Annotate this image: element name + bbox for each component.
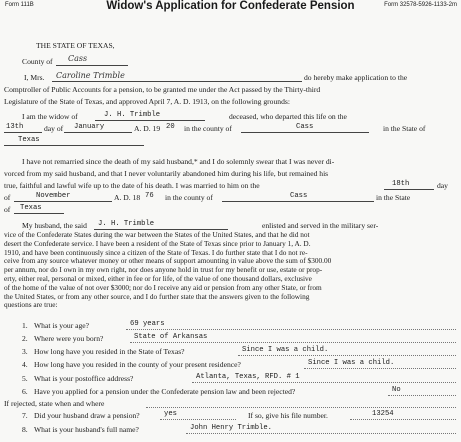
form-code: Form 32578-5926-1133-2m <box>384 2 457 8</box>
county-underline <box>56 65 128 66</box>
answer-line <box>146 407 456 408</box>
answer-text: No <box>392 386 401 394</box>
married-year: 76 <box>145 192 154 200</box>
applicant-underline <box>52 81 302 82</box>
question-number: 6. <box>22 387 28 396</box>
death-state-underline <box>4 145 144 146</box>
married-of-label: of <box>4 193 11 202</box>
question-text: Have you applied for a pension under the Confederate pension law and been rejected? <box>34 387 296 396</box>
service-line: the United States, or from any other source, and I do further state that the answers given to the following <box>4 291 310 301</box>
widow-husband-name: J. H. Trimble <box>104 111 161 119</box>
married-county-underline <box>222 201 374 202</box>
file-number-line <box>350 419 456 420</box>
answer-text: State of Arkansas <box>134 333 208 341</box>
applicant-name: Caroline Trimble <box>56 71 125 80</box>
question-text: Did your husband draw a pension? <box>34 411 140 420</box>
question-text: If rejected, state when and where <box>4 399 105 408</box>
question-number: 3. <box>22 347 28 356</box>
death-state: Texas <box>18 136 40 144</box>
married-county: Cass <box>290 192 308 200</box>
applicant-line3: Legislature of the State of Texas, and approved April 7, A. D. 1913, on the following grounds: <box>4 97 290 106</box>
service-line: questions are true: <box>4 300 58 310</box>
answer-line <box>160 419 236 420</box>
married-day-underline <box>384 189 434 190</box>
file-number-label: If so, give his file number. <box>248 411 328 420</box>
question-number: 1. <box>22 321 28 330</box>
service-line: per annum, nor do I own in my own right, nor does anyone hold in trust for my benefit or use, estate or prop- <box>4 265 323 275</box>
death-year-prefix: A. D. 19 <box>134 124 161 133</box>
married-day-label: day <box>437 181 448 190</box>
service-lead: My husband, the said <box>22 221 87 230</box>
answer-text: John Henry Trimble. <box>190 424 272 432</box>
husband-underline <box>95 120 205 121</box>
question-number: 5. <box>22 374 28 383</box>
state-label: THE STATE OF TEXAS, <box>36 41 115 50</box>
applicant-prefix: I, Mrs. <box>24 73 45 82</box>
answer-line <box>304 368 456 369</box>
death-county-underline <box>241 132 369 133</box>
question-number: 4. <box>22 360 28 369</box>
death-month: January <box>74 123 105 131</box>
service-line: vice of the Confederate States during the war between the States of the United States, and that he did not <box>4 230 310 239</box>
married-month-underline <box>14 201 112 202</box>
answer-line <box>126 329 456 330</box>
married-day: 18th <box>392 180 410 188</box>
answer-text: yes <box>164 410 177 418</box>
married-state-underline <box>14 213 64 214</box>
death-in-county: in the county of <box>184 124 232 133</box>
question-number: 8. <box>22 425 28 434</box>
married-in-county: in the county of <box>165 193 213 202</box>
question-text: Where were you born? <box>34 334 104 343</box>
answer-text: Since I was a child. <box>242 346 329 354</box>
remarried-line2: vorced from my said husband, and that I never voluntarily abandoned him during his life, but remained his <box>4 169 329 178</box>
answer-line <box>238 355 456 356</box>
remarried-line1: I have not remarried since the death of my said husband,* and I do solemnly swear that I was never di- <box>22 157 335 166</box>
service-line: erty, either real, personal or mixed, either in fee or for life, of the value of one thousand dollars, exclusive <box>4 274 312 283</box>
question-text: What is your age? <box>34 321 90 330</box>
widow-label: I am the widow of <box>22 112 78 121</box>
service-line: ceive from any source whatever money or other means of support amounting in value above the sum of $300.00 <box>4 256 332 266</box>
service-name: J. H. Trimble <box>98 220 155 228</box>
question-number: 7. <box>22 411 28 420</box>
form-number: Form 111B <box>5 2 34 8</box>
question-text: How long have you resided in the county of your present residence? <box>34 360 241 369</box>
service-line: of the home of the value of not over $3000; nor do I receive any aid or pension from any other State, or from <box>4 282 322 292</box>
county-value: Cass <box>68 54 88 63</box>
service-line: desert the Confederate service. I have been a resident of the State of Texas since prior to January 1, A. D. <box>4 238 311 248</box>
married-state-suffix: in the State <box>376 193 411 202</box>
form-title: Widow's Application for Confederate Pension <box>106 0 355 12</box>
death-county: Cass <box>296 123 314 131</box>
service-enlisted: enlisted and served in the military ser- <box>262 221 379 230</box>
married-month: November <box>36 192 71 200</box>
death-month-underline <box>64 132 132 133</box>
answer-text: Since I was a child. <box>308 359 395 367</box>
county-label: County of <box>22 57 53 66</box>
married-year-prefix: A. D. 18 <box>114 193 141 202</box>
married-of-label2: of <box>4 205 11 214</box>
married-state: Texas <box>20 204 42 212</box>
answer-line <box>186 433 456 434</box>
death-day-underline <box>4 132 42 133</box>
death-day: 13th <box>6 123 24 131</box>
applicant-line2: Comptroller of Public Accounts for a pension, to be granted me under the Act passed by the Thirty-third <box>4 85 321 94</box>
answer-line <box>130 342 456 343</box>
applicant-text-end: do hereby make application to the <box>304 73 408 82</box>
answer-line <box>388 395 456 396</box>
question-text: How long have you resided in the State of Texas? <box>34 347 185 356</box>
file-number-value: 13254 <box>372 410 394 418</box>
question-text: What is your postoffice address? <box>34 374 134 383</box>
death-state-suffix: in the State of <box>383 124 426 133</box>
death-day-label: day of <box>44 124 64 133</box>
deceased-text: deceased, who departed this life on the <box>229 112 347 121</box>
service-line: 1910, and have been continuously since a citizen of the State of Texas. I do further state that I do not re- <box>4 247 308 257</box>
question-number: 2. <box>22 334 28 343</box>
death-year: 20 <box>166 123 175 131</box>
answer-text: 69 years <box>130 320 165 328</box>
answer-text: Atlanta, Texas, RFD. # 1 <box>196 373 300 381</box>
answer-line <box>192 382 456 383</box>
remarried-line3: true, faithful and lawful wife up to the date of his death. I was married to him on the <box>4 181 260 190</box>
question-text: What is your husband's full name? <box>34 425 139 434</box>
form-header <box>0 0 461 14</box>
